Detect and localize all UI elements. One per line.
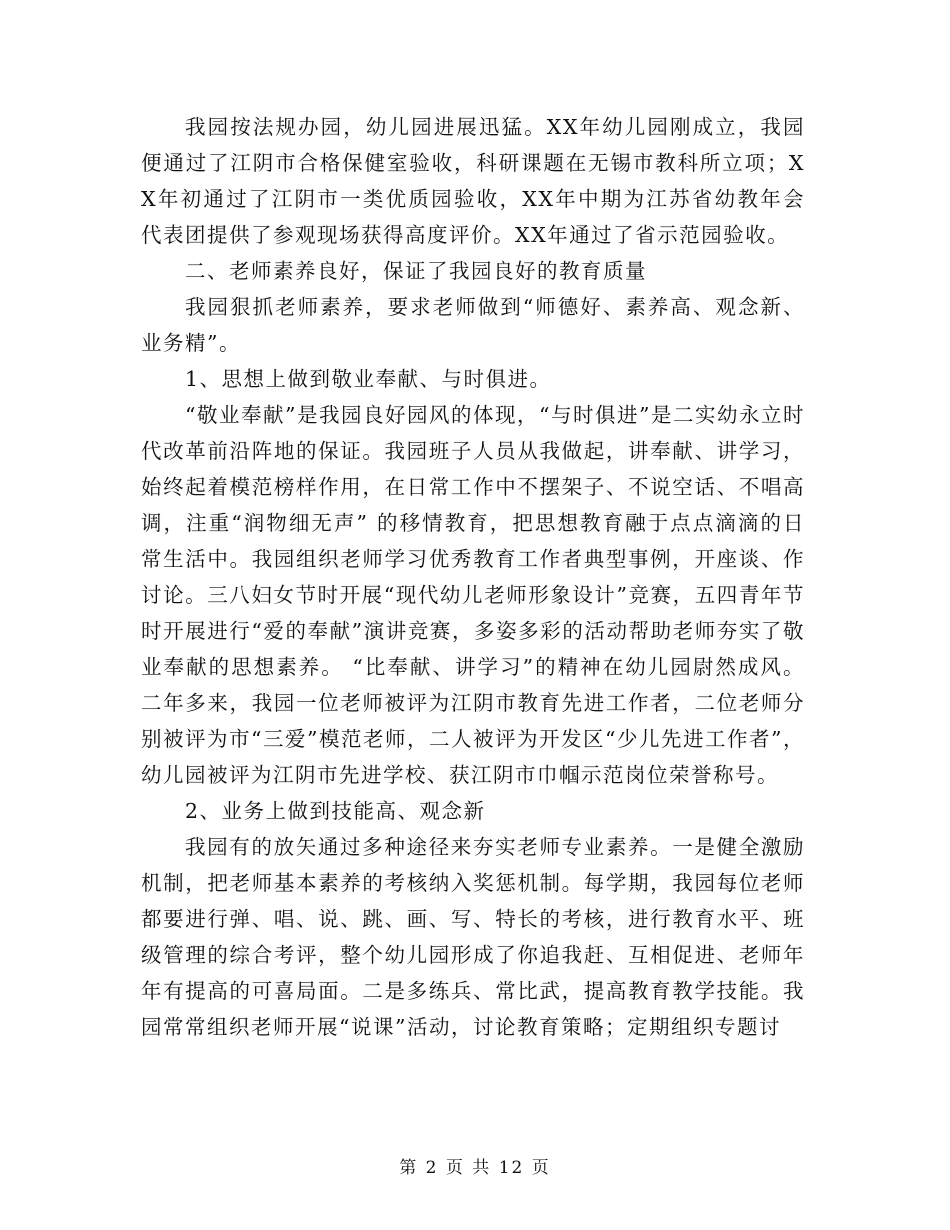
paragraph-teacher-requirements: 我园狠抓老师素养，要求老师做到“师德好、素养高、观念新、业务精”。 [141,295,805,355]
paragraph-dedication: “敬业奉献”是我园良好园风的体现，“与时俱进”是二实幼永立时代改革前沿阵地的保证。我园班子人员从我做起，讲奉献、讲学习，始终起着模范榜样作用，在日常工作中不摆架子、不说空话、不唱高调，注重“润物细无声” 的移情教育，把思想教育融于点点滴滴的日常生活中。我园组织老师学习优秀教育工作者典型事例，开座谈、作讨论。三八妇女节时开展“现代幼儿老师形象设计”竞赛，五四青年节时开展进行“爱的奉献”演讲竞赛，多姿多彩的活动帮助老师夯实了敬业奉献的思想素养。 “比奉献、讲学习”的精神在幼儿园尉然成风。二年多来，我园一位老师被评为江阴市教育先进工作者，二位老师分别被评为市“三爱”模范老师，二人被评为开发区“少儿先进工作者”，幼儿园被评为江阴市先进学校、获江阴市巾帼示范岗位荣誉称号。 [141,403,805,787]
subheading-dedication: 1、思想上做到敬业奉献、与时俱进。 [185,367,552,391]
document-body [141,109,805,1045]
page-footer: 第 2 页 共 12 页 [399,1158,551,1178]
paragraph-skills: 我园有的放矢通过多种途径来夯实老师专业素养。一是健全激励机制，把老师基本素养的考核纳入奖惩机制。每学期，我园每位老师都要进行弹、唱、说、跳、画、写、特长的考核，进行教育水平、班级管理的综合考评，整个幼儿园形成了你追我赶、互相促进、老师年年有提高的可喜局面。二是多练兵、常比武，提高教育教学技能。我园常常组织老师开展“说课”活动，讨论教育策略；定期组织专题讨 [141,835,805,1039]
section-heading-teacher-quality: 二、老师素养良好，保证了我园良好的教育质量 [185,259,647,283]
paragraph-intro: 我园按法规办园，幼儿园进展迅猛。XX年幼儿园刚成立，我园便通过了江阴市合格保健室验收，科研课题在无锡市教科所立项；XX年初通过了江阴市一类优质园验收，XX年中期为江苏省幼教年会代表团提供了参观现场获得高度评价。XX年通过了省示范园验收。 [141,115,805,247]
subheading-skills: 2、业务上做到技能高、观念新 [185,799,486,823]
